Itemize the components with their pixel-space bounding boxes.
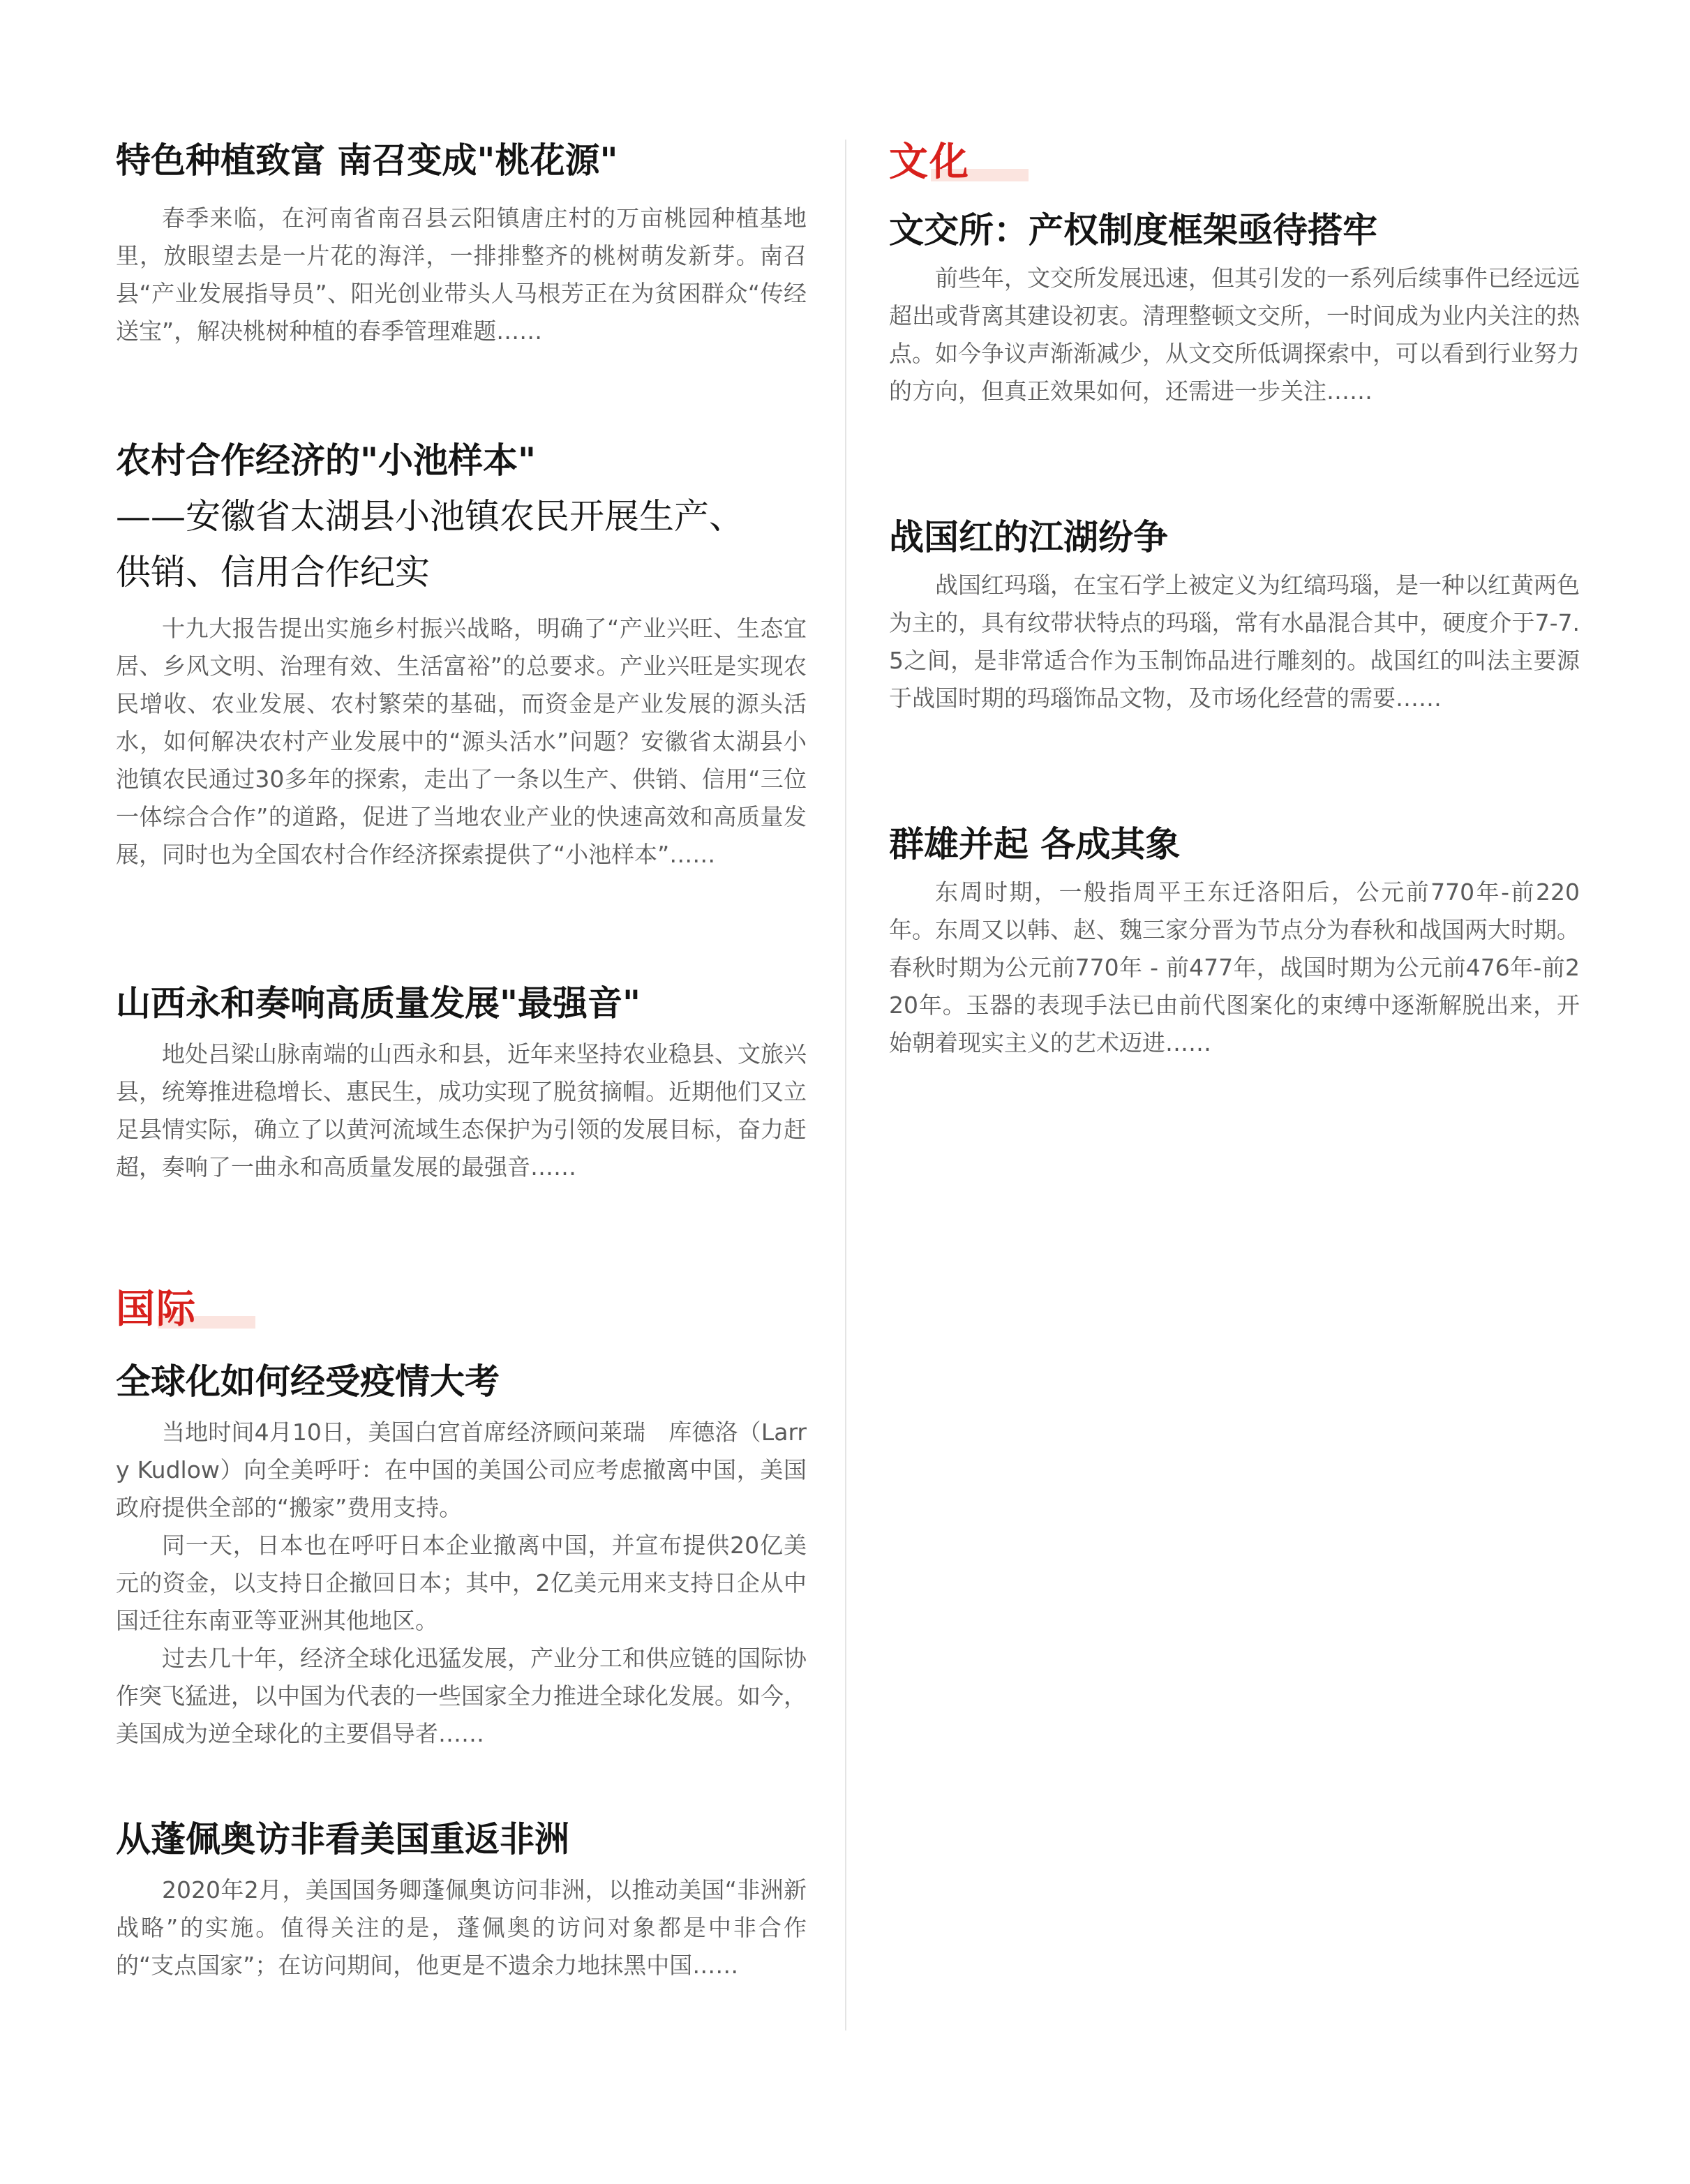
article-paragraph: 当地时间4月10日，美国白宫首席经济顾问莱瑞 库德洛（Larry Kudlow）向全美呼吁：在中国的美国公司应考虑撤离中国，美国政府提供全部的“搬家”费用支持。 [116, 1419, 807, 1521]
article-subtitle: 供销、信用合作纪实 [116, 552, 430, 592]
article-paragraph: 同一天，日本也在呼吁日本企业撤离中国，并宣布提供20亿美元的资金，以支持日企撤回日本；其中，2亿美元用来支持日企从中国迁往东南亚等亚洲其他地区。 [116, 1532, 807, 1634]
article-title[interactable]: 从蓬佩奥访非看美国重返非洲 [116, 1818, 569, 1860]
section-label-text: 国际 [116, 1287, 197, 1332]
article-pompeo-africa [116, 1811, 807, 1984]
article-title[interactable]: 全球化如何经受疫情大考 [116, 1361, 500, 1402]
article-summary: 2020年2月，美国国务卿蓬佩奥访问非洲，以推动美国“非洲新战略”的实施。值得关注的是，蓬佩奥的访问对象都是中非合作的“支点国家”；在访问期间，他更是不遗余力地抹黑中国…… [116, 1876, 807, 1979]
article-qunxiong [889, 816, 1580, 1062]
article-summary: 春季来临，在河南省南召县云阳镇唐庄村的万亩桃园种植基地里，放眼望去是一片花的海洋，一排排整齐的桃树萌发新芽。南召县“产业发展指导员”、阳光创业带头人马根芳正在为贫困群众“传经送宝”，解决桃树种植的春季管理难题…… [116, 204, 807, 345]
article-yonghe [116, 975, 807, 1186]
article-cultural-exchange [889, 202, 1580, 410]
article-zhanguohong [889, 509, 1580, 717]
article-summary: 前些年，文交所发展迅速，但其引发的一系列后续事件已经远远超出或背离其建设初衷。清理整顿文交所，一时间成为业内关注的热点。如今争议声渐渐减少，从文交所低调探索中，可以看到行业努力的方向，但真正效果如何，还需进一步关注…… [889, 264, 1580, 405]
article-paragraph: 过去几十年，经济全球化迅猛发展，产业分工和供应链的国际协作突飞猛进，以中国为代表的一些国家全力推进全球化发展。如今，美国成为逆全球化的主要倡导者…… [116, 1645, 807, 1747]
article-globalization [116, 1354, 807, 1753]
article-summary: 十九大报告提出实施乡村振兴战略，明确了“产业兴旺、生态宜居、乡风文明、治理有效、生活富裕”的总要求。产业兴旺是实现农民增收、农业发展、农村繁荣的基础，而资金是产业发展的源头活水，如何解决农村产业发展中的“源头活水”问题？安徽省太湖县小池镇农民通过30多年的探索，走出了一条以生产、供销、信用“三位一体综合合作”的道路，促进了当地农业产业的快速高效和高质量发展，同时也为全国农村合作经济探索提供了“小池样本”…… [116, 615, 807, 868]
article-taohuayuan [116, 133, 807, 350]
article-xiaochi-sample [116, 433, 807, 874]
article-summary: 战国红玛瑙，在宝石学上被定义为红缟玛瑙，是一种以红黄两色为主的，具有纹带状特点的玛瑙，常有水晶混合其中，硬度介于7-7.5之间，是非常适合作为玉制饰品进行雕刻的。战国红的叫法主要源于战国时期的玛瑙饰品文物，及市场化经营的需要…… [889, 571, 1580, 712]
article-title[interactable]: 特色种植致富 南召变成"桃花源" [116, 140, 618, 181]
section-label-text: 文化 [889, 140, 970, 185]
article-title[interactable]: 农村合作经济的"小池样本" [116, 440, 537, 481]
article-title[interactable]: 文交所：产权制度框架亟待搭牢 [889, 209, 1377, 250]
article-title[interactable]: 群雄并起 各成其象 [889, 823, 1181, 865]
article-title[interactable]: 战国红的江湖纷争 [889, 516, 1168, 558]
article-summary: 东周时期，一般指周平王东迁洛阳后，公元前770年-前220年。东周又以韩、赵、魏三家分晋为节点分为春秋和战国两大时期。春秋时期为公元前770年 - 前477年，战国时期为公元前476年-前220年。玉器的表现手法已由前代图案化的束缚中逐渐解脱出来，开始朝着现实主义的艺术迈进…… [889, 878, 1580, 1056]
article-summary: 地处吕梁山脉南端的山西永和县，近年来坚持农业稳县、文旅兴县，统筹推进稳增长、惠民生，成功实现了脱贫摘帽。近期他们又立足县情实际，确立了以黄河流域生态保护为引领的发展目标，奋力赶超，奏响了一曲永和高质量发展的最强音…… [116, 1040, 807, 1181]
article-subtitle: ——安徽省太湖县小池镇农民开展生产、 [116, 496, 744, 537]
article-title[interactable]: 山西永和奏响高质量发展"最强音" [116, 982, 641, 1024]
column-divider [845, 140, 846, 2030]
